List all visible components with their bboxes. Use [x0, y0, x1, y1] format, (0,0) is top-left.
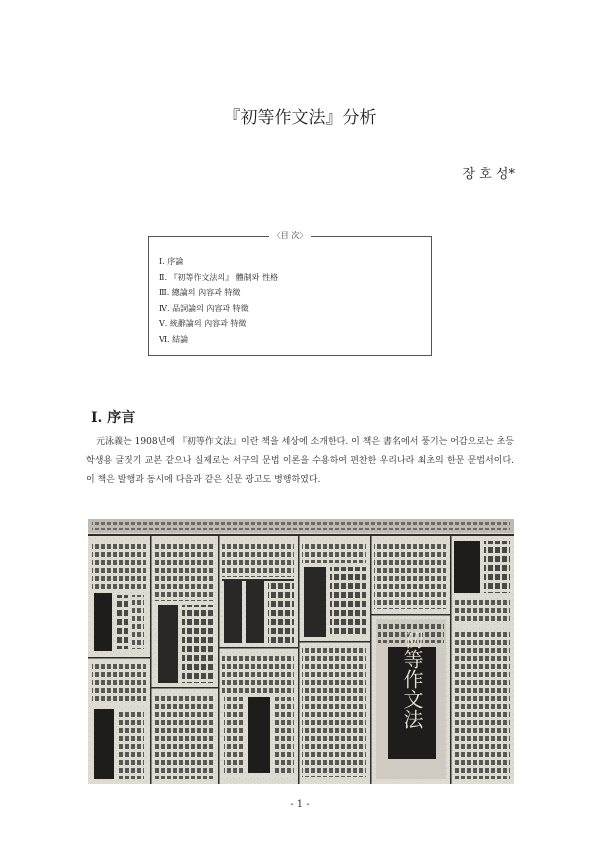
- paper-title: 『初等作文法』分析: [223, 108, 377, 128]
- toc-item: Ⅰ. 序論: [159, 257, 184, 266]
- toc-item: Ⅱ. 『初等作文法의』 體制와 性格: [159, 272, 279, 282]
- newspaper-clipping-image: [88, 519, 514, 784]
- toc-item: Ⅵ. 結論: [159, 334, 189, 344]
- toc-list: [159, 254, 278, 348]
- author-name: 장 호 성*: [462, 167, 515, 182]
- toc-item: Ⅳ. 品詞論의 內容과 特徵: [159, 303, 249, 313]
- body-paragraph: 元泳義는 1908년에 『初等作文法』이란 책을 세상에 소개한다. 이 책은 書名에서 풍기는 어감으로는 초등학생용 글짓기 교본 같으나 실제로는 서구의 문법 이론을 수용하여 편찬한 우리나라 최초의 한문 문법서이다. 이 책은 발행과 동시에 다음과 같은 신문 광고도 병행하였다.: [86, 437, 514, 485]
- page-number: - 1 -: [290, 799, 310, 810]
- newspaper-scan-graphic: [88, 519, 514, 784]
- toc-item: Ⅴ. 統辭論의 內容과 特徵: [159, 319, 247, 329]
- table-of-contents: [148, 231, 432, 356]
- toc-heading: 〈目 次〉: [269, 231, 312, 240]
- svg-text:初等作文法: 初等作文法: [400, 629, 424, 729]
- toc-item: Ⅲ. 總論의 內容과 特徵: [159, 288, 241, 298]
- section-heading: Ⅰ. 序言: [91, 410, 136, 426]
